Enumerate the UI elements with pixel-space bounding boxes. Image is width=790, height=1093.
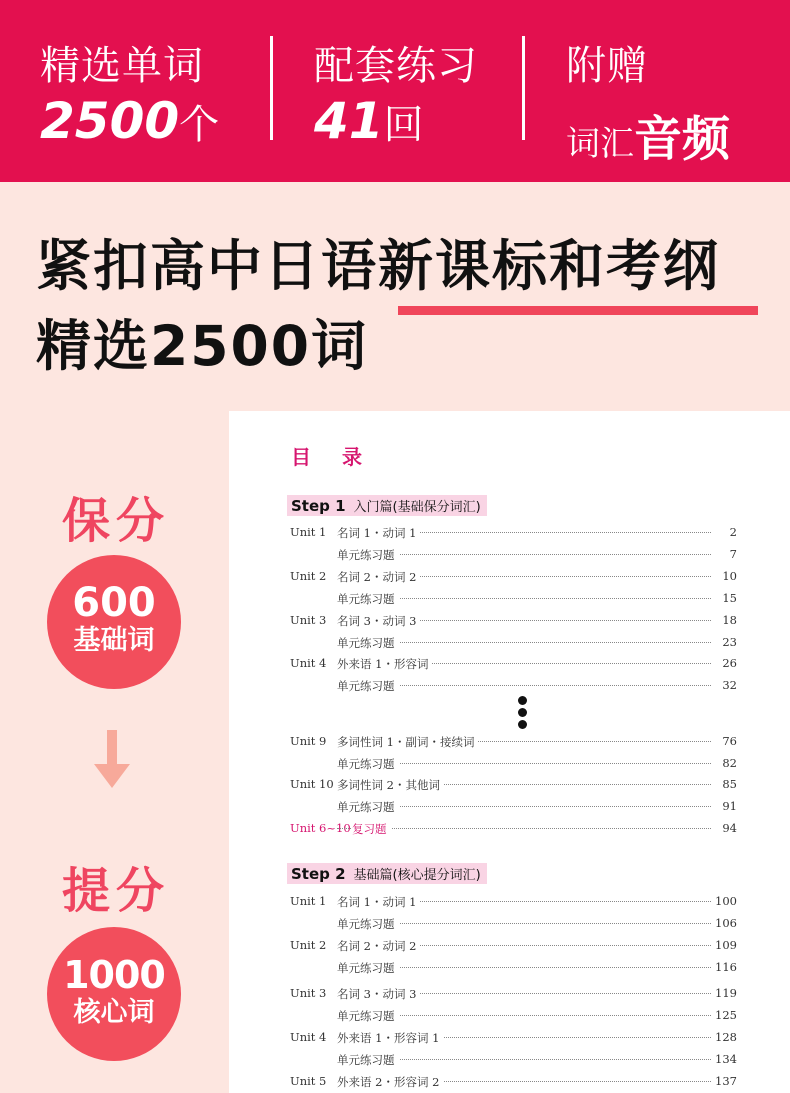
toc-entry-label: 单元练习题: [337, 591, 399, 607]
toc-entry: [290, 1008, 737, 1028]
banner-divider: [270, 36, 273, 140]
toc-entry-page: 82: [719, 756, 737, 770]
toc-entry-label: 名词 1・动词 1: [337, 525, 420, 541]
top-banner: [0, 0, 790, 182]
toc-step2-title: 基础篇(核心提分词汇): [353, 868, 481, 883]
banner-divider: [522, 36, 525, 140]
side-label-advanced: 提分: [61, 863, 170, 919]
toc-entry: [290, 777, 737, 797]
toc-title: 目 录: [291, 445, 374, 469]
toc-entry-page: 94: [719, 821, 737, 835]
toc-entry-page: 137: [712, 1074, 737, 1088]
toc-entry-page: 91: [719, 799, 737, 813]
toc-entry-label: 名词 2・动词 2: [337, 938, 420, 954]
feature-exercises-title: 配套练习: [314, 43, 478, 89]
toc-entry-label: 多词性词 2・其他词: [337, 777, 444, 793]
feature-audio-bold: 音频: [634, 111, 731, 167]
toc-entry-label: 外来语 1・形容词 1: [337, 1030, 443, 1046]
toc-entry: [290, 916, 737, 936]
feature-exercises: [314, 0, 514, 182]
side-label-basic: 保分: [61, 493, 170, 549]
toc-entry-unit: Unit 4: [290, 1030, 327, 1044]
toc-entry: [290, 960, 737, 980]
toc-entry-label: 单元练习题: [337, 1008, 399, 1024]
toc-entry-leader: [337, 828, 711, 829]
toc-entry-unit: Unit 5: [290, 1074, 327, 1088]
feature-words-count: [40, 92, 219, 150]
toc-card: [229, 411, 790, 1093]
circle-core-words: [47, 927, 181, 1061]
feature-audio-prefix: 词汇: [566, 124, 634, 164]
toc-entry-page: 18: [719, 613, 737, 627]
circle-basic-words: [47, 555, 181, 689]
toc-entry-page: 116: [712, 960, 737, 974]
toc-entry-label: 单元练习题: [337, 756, 399, 772]
toc-entry-unit: Unit 1: [290, 894, 327, 908]
toc-step2-header: [287, 863, 487, 884]
toc-entry: [290, 938, 737, 958]
toc-entry-page: 7: [727, 547, 737, 561]
toc-entry-label: 单元练习题: [337, 960, 399, 976]
toc-entry-label: 多词性词 1・副词・接续词: [337, 734, 478, 750]
toc-entry-page: 125: [712, 1008, 737, 1022]
toc-entry: [290, 525, 737, 545]
toc-entry-label: 名词 2・动词 2: [337, 569, 420, 585]
toc-entry: [290, 821, 737, 841]
toc-entry-page: 23: [719, 635, 737, 649]
toc-entry-unit: Unit 10: [290, 777, 334, 791]
toc-entry-unit: Unit 6~10: [290, 821, 351, 835]
toc-entry: [290, 756, 737, 776]
toc-entry-unit: Unit 2: [290, 569, 327, 583]
toc-entry: [290, 635, 737, 655]
toc-entry-label: 单元练习题: [337, 1052, 399, 1068]
feature-words: [40, 0, 260, 182]
circle-basic-number: 600: [72, 580, 156, 626]
toc-entry: [290, 547, 737, 567]
toc-entry-unit: Unit 3: [290, 613, 327, 627]
feature-audio-title: 附赠: [566, 43, 648, 89]
toc-entry: [290, 1074, 737, 1093]
toc-entry-unit: Unit 3: [290, 986, 327, 1000]
circle-core-number: 1000: [63, 953, 165, 997]
toc-entry-unit: Unit 4: [290, 656, 327, 670]
toc-entry: [290, 569, 737, 589]
feature-words-unit: 个: [179, 102, 220, 148]
toc-entry: [290, 1030, 737, 1050]
headline-line2: 精选2500词: [36, 314, 369, 378]
toc-entry: [290, 799, 737, 819]
toc-entry-label: 外来语 1・形容词: [337, 656, 432, 672]
toc-entry: [290, 986, 737, 1006]
toc-entry-page: 26: [719, 656, 737, 670]
toc-entry-label: 单元练习题: [337, 635, 399, 651]
feature-audio: [566, 0, 790, 182]
toc-entry-page: 15: [719, 591, 737, 605]
feature-words-number: 2500: [40, 92, 180, 150]
feature-audio-subtitle: [566, 100, 730, 169]
toc-entry-unit: Unit 2: [290, 938, 327, 952]
toc-entry-page: 85: [719, 777, 737, 791]
headline-line1: 紧扣高中日语新课标和考纲: [36, 234, 721, 298]
toc-entry-page: 2: [727, 525, 737, 539]
toc-entry-label: 名词 1・动词 1: [337, 894, 420, 910]
feature-words-title: 精选单词: [40, 43, 204, 89]
feature-exercises-unit: 回: [383, 102, 424, 148]
toc-entry-page: 100: [712, 894, 737, 908]
toc-step1-header: [287, 495, 487, 516]
toc-step2-label: Step 2: [291, 865, 346, 883]
toc-entry-page: 109: [712, 938, 737, 952]
toc-entry-label: 名词 3・动词 3: [337, 613, 420, 629]
toc-entry: [290, 591, 737, 611]
circle-basic-text: 基础词: [73, 625, 155, 656]
feature-exercises-number: 41: [314, 92, 384, 150]
toc-entry-page: 32: [719, 678, 737, 692]
toc-entry: [290, 1052, 737, 1072]
toc-entry: [290, 613, 737, 633]
headline-underline: [398, 306, 758, 315]
toc-entry: [290, 734, 737, 754]
down-arrow-icon: [92, 730, 132, 792]
feature-exercises-count: [314, 92, 424, 150]
toc-entry-page: 10: [719, 569, 737, 583]
toc-entry: [290, 678, 737, 698]
circle-core-text: 核心词: [73, 997, 155, 1028]
toc-step1-label: Step 1: [291, 497, 346, 515]
toc-entry-page: 76: [719, 734, 737, 748]
toc-entry: [290, 656, 737, 676]
toc-step1-title: 入门篇(基础保分词汇): [353, 500, 481, 515]
toc-entry-page: 106: [712, 916, 737, 930]
toc-entry-label: 复习题: [352, 821, 391, 837]
toc-entry-unit: Unit 9: [290, 734, 327, 748]
toc-entry-label: 单元练习题: [337, 799, 399, 815]
toc-entry-label: 单元练习题: [337, 916, 399, 932]
toc-entry-label: 单元练习题: [337, 547, 399, 563]
ellipsis-vertical-icon: [518, 696, 527, 732]
toc-entry-unit: Unit 1: [290, 525, 327, 539]
toc-entry-label: 单元练习题: [337, 678, 399, 694]
toc-entry-label: 外来语 2・形容词 2: [337, 1074, 443, 1090]
toc-entry-label: 名词 3・动词 3: [337, 986, 420, 1002]
toc-entry-page: 128: [712, 1030, 737, 1044]
toc-entry-page: 119: [712, 986, 737, 1000]
toc-entry: [290, 894, 737, 914]
toc-entry-page: 134: [712, 1052, 737, 1066]
